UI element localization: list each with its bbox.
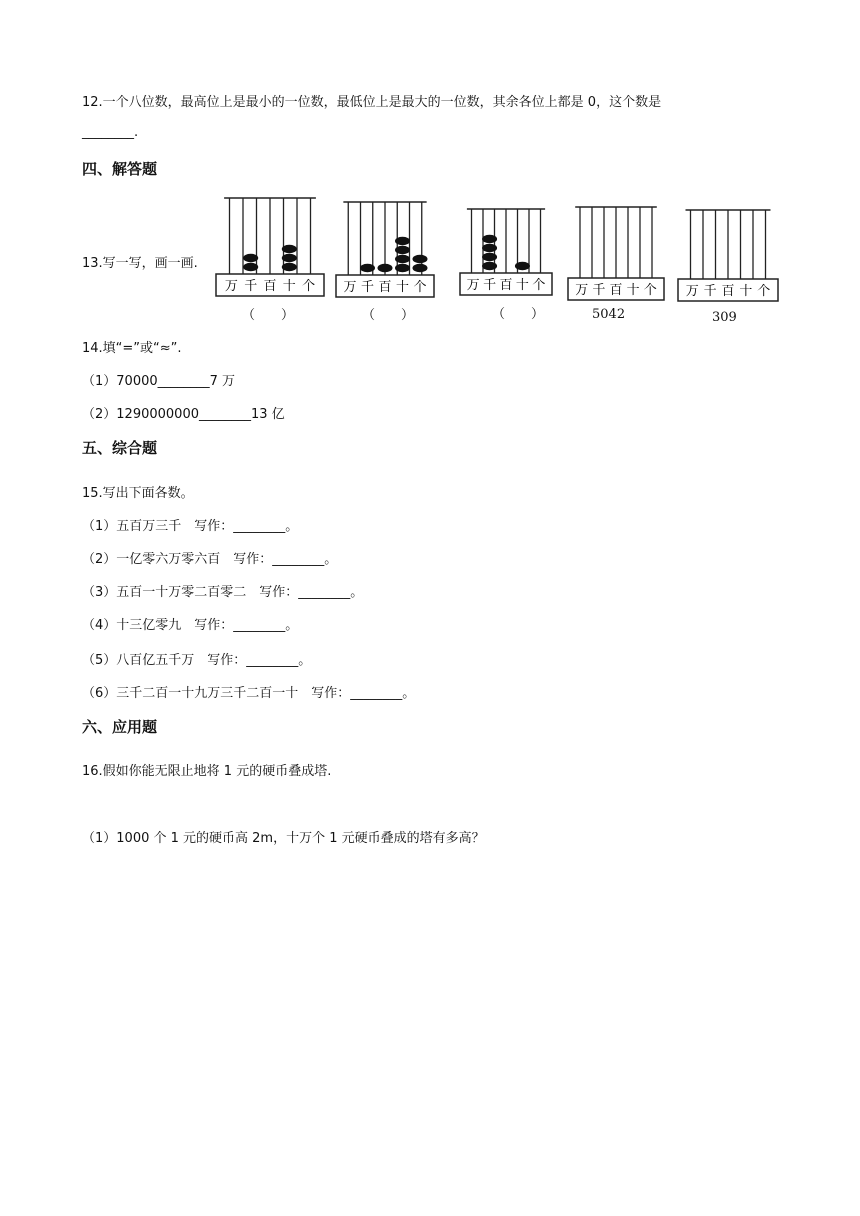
question-15-item-5[interactable]: （5）八百亿五千万 写作：________。 (82, 653, 312, 668)
abacus-place-label: 十 (395, 280, 410, 295)
abacus-place-label: 百 (499, 278, 513, 293)
abacus-bead (482, 262, 497, 270)
abacus-bead (482, 244, 497, 252)
abacus-bead (360, 264, 375, 272)
abacus-place-label: 万 (575, 283, 589, 298)
question-14-item-2[interactable]: （2）1290000000________13 亿 (82, 407, 285, 422)
abacus-bead (243, 254, 258, 262)
abacus-place-label: 个 (532, 278, 546, 293)
abacus-bead (282, 254, 297, 262)
abacus-place-label: 十 (626, 283, 640, 298)
abacus-place-label: 百 (721, 284, 735, 299)
question-16-item-1: （1）1000 个 1 元的硬币高 2m，十万个 1 元硬币叠成的塔有多高？ (82, 831, 485, 846)
abacus-bead (395, 246, 410, 254)
abacus-place-label: 个 (643, 283, 657, 298)
abacus-5 (678, 208, 788, 338)
abacus-place-label: 十 (739, 284, 753, 299)
abacus-place-label: 万 (343, 280, 357, 295)
abacus-place-label: 万 (224, 279, 238, 294)
abacus-place-label: 个 (302, 279, 316, 294)
abacus-bead (482, 235, 497, 243)
question-12-text: 12.一个八位数，最高位上是最小的一位数，最低位上是最大的一位数，其余各位上都是 0，这个数是 (82, 95, 662, 110)
abacus-bead (395, 264, 410, 272)
abacus-place-label: 百 (263, 279, 277, 294)
abacus-4 (568, 205, 678, 335)
question-16-text: 16.假如你能无限止地将 1 元的硬币叠成塔. (82, 764, 332, 779)
abacus-bead (395, 255, 410, 263)
abacus-bead (378, 264, 393, 272)
abacus-bead (482, 253, 497, 261)
abacus-bead (413, 264, 428, 272)
question-15-text: 15.写出下面各数。 (82, 486, 194, 501)
abacus-2-caption[interactable]: （ ） (362, 308, 415, 323)
abacus-bead (413, 255, 428, 263)
abacus-bead (282, 263, 297, 271)
question-15-item-6[interactable]: （6）三千二百一十九万三千二百一十 写作：________。 (82, 686, 416, 701)
abacus-2 (336, 200, 446, 330)
abacus-place-label: 十 (515, 278, 529, 293)
question-15-item-3[interactable]: （3）五百一十万零二百零二 写作：________。 (82, 585, 364, 600)
abacus-1-caption[interactable]: （ ） (242, 308, 295, 323)
abacus-bead (515, 262, 530, 270)
section-6-title: 六、应用题 (82, 718, 158, 736)
abacus-place-label: 千 (592, 283, 606, 298)
question-15-item-1[interactable]: （1）五百万三千 写作：________。 (82, 519, 299, 534)
abacus-4-caption: 5042 (592, 307, 626, 322)
question-14-text: 14.填“=”或“≈”. (82, 341, 182, 356)
question-13-text: 13.写一写，画一画. (82, 256, 198, 271)
section-4-title: 四、解答题 (82, 160, 158, 178)
abacus-1 (216, 196, 326, 326)
abacus-place-label: 万 (466, 278, 480, 293)
abacus-place-label: 个 (413, 280, 427, 295)
abacus-3-caption[interactable]: （ ） (492, 307, 545, 322)
abacus-bead (243, 263, 258, 271)
abacus-place-label: 十 (282, 279, 296, 294)
question-12-blank[interactable]: ________. (82, 125, 139, 140)
abacus-place-label: 百 (378, 280, 392, 295)
question-15-item-2[interactable]: （2）一亿零六万零六百 写作：________。 (82, 552, 338, 567)
question-14-item-1[interactable]: （1）70000________7 万 (82, 374, 236, 389)
abacus-bead (282, 245, 297, 253)
abacus-place-label: 千 (703, 284, 717, 299)
question-15-item-4[interactable]: （4）十三亿零九 写作：________。 (82, 618, 299, 633)
abacus-place-label: 百 (609, 283, 623, 298)
abacus-5-caption: 309 (712, 310, 737, 325)
abacus-place-label: 个 (757, 284, 771, 299)
abacus-place-label: 千 (360, 280, 375, 295)
abacus-place-label: 万 (685, 284, 699, 299)
abacus-place-label: 千 (483, 278, 497, 293)
abacus-3 (460, 207, 570, 337)
section-5-title: 五、综合题 (82, 439, 158, 457)
abacus-place-label: 千 (244, 279, 258, 294)
abacus-bead (395, 237, 410, 245)
